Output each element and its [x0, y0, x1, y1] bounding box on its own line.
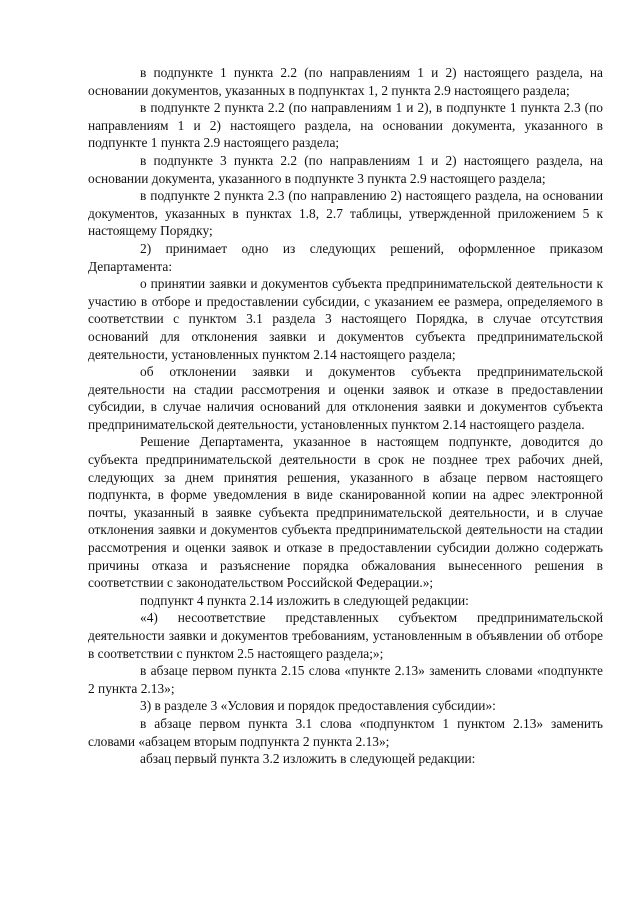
paragraph-4: в подпункте 2 пункта 2.3 (по направлению 2) настоящего раздела, на основании документов, указанных в пунктах 1.8, 2.7 таблицы, утвержденной приложением 5 к настоящему Порядку; — [88, 188, 603, 239]
paragraph-1: в подпункте 1 пункта 2.2 (по направлениям 1 и 2) настоящего раздела, на основании документов, указанных в подпунктах 1, 2 пункта 2.9 настоящего раздела; — [88, 65, 603, 98]
paragraph-3: в подпункте 3 пункта 2.2 (по направлениям 1 и 2) настоящего раздела, на основании документа, указанного в подпункте 3 пункта 2.9 настоящего раздела; — [88, 152, 603, 186]
paragraph-13: в абзаце первом пункта 3.1 слова «подпунктом 1 пунктом 2.13» заменить словами «абзацем вторым подпункта 2 пункта 2.13»; — [88, 715, 603, 749]
paragraph-10: «4) несоответствие представленных субъектом предпринимательской деятельности заявки и документов требованиям, установленным в объявлении об отборе в соответствии с пунктом 2.5 настоящего раздела;»; — [88, 610, 603, 661]
paragraph-6: о принятии заявки и документов субъекта предпринимательской деятельности к участию в отборе и предоставлении субсидии, с указанием ее размера, определяемого в соответствии с пунктом 3.1 раздела 3 настоящего Порядка, в случае отсутствия оснований для отклонения заявки и документов субъекта предпринимательской деятельности, установленных пунктом 2.14 настоящего раздела; — [88, 276, 603, 362]
paragraph-14: абзац первый пункта 3.2 изложить в следующей редакции: — [140, 751, 476, 767]
paragraph-7: об отклонении заявки и документов субъекта предпринимательской деятельности на стадии рассмотрения и оценки заявок и отказе в предоставлении субсидии, в случае наличия оснований для отклонения заявки и документов субъекта предпринимательской деятельности, установленных пунктом 2.14 настоящего раздела. — [88, 364, 603, 432]
paragraph-8: Решение Департамента, указанное в настоящем подпункте, доводится до субъекта предпринимательской деятельности в срок не позднее трех рабочих дней, следующих за днем принятия решения, указанного в абзаце первом настоящего подпункта, в форме уведомления в виде сканированной копии на адрес электронной почты, указанный в заявке субъекта предпринимательской деятельности, и в случае отклонения заявки и документов субъекта предпринимательской деятельности на стадии рассмотрения и оценки заявок и отказе в предоставлении субсидии должно содержать причины отказа и разъяснение порядка обжалования вынесенного решения в соответствии с законодательством Российской Федерации.»; — [88, 434, 603, 591]
paragraph-12: 3) в разделе 3 «Условия и порядок предоставления субсидии»: — [140, 698, 496, 714]
document-page — [88, 64, 603, 768]
paragraph-2: в подпункте 2 пункта 2.2 (по направлениям 1 и 2), в подпункте 1 пункта 2.3 (по направлениям 1 и 2) настоящего раздела, на основании документа, указанного в подпункте 1 пункта 2.9 настоящего раздела; — [88, 100, 603, 151]
paragraph-9: подпункт 4 пункта 2.14 изложить в следующей редакции: — [140, 592, 469, 608]
paragraph-11: в абзаце первом пункта 2.15 слова «пункте 2.13» заменить словами «подпункте 2 пункта 2.13»; — [88, 663, 603, 696]
paragraph-5: 2) принимает одно из следующих решений, оформленное приказом Департамента: — [88, 240, 603, 274]
